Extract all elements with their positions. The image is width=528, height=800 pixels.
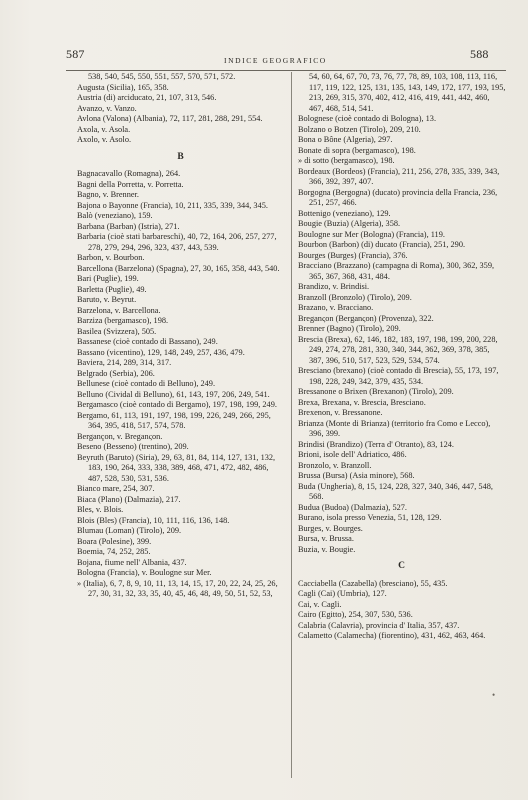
section-letter: B	[177, 151, 185, 162]
margin-mark: •	[492, 690, 496, 700]
index-entry: Boemia, 74, 252, 285.	[77, 547, 151, 556]
index-entry: Bourges (Burges) (Francia), 376.	[298, 250, 408, 260]
index-entry: Cacciabella (Cazabella) (bresciano), 55, 435.	[298, 578, 448, 588]
index-entry: Beseno (Besseno) (trentino), 209.	[77, 442, 189, 451]
index-entry: Brioni, isole dell' Adriatico, 486.	[298, 450, 407, 459]
index-entry: Brianza (Monte di Brianza) (territorio fra Como e Lecco), 396, 399.	[298, 418, 491, 438]
index-entry: Beyruth (Baruto) (Siria), 29, 63, 81, 84, 114, 127, 131, 132, 183, 190, 264, 333, 338, 389, 468, 471, 472, 482, 486, 487, 528, 530, 531, 536.	[77, 452, 276, 483]
index-entry: Barletta (Puglie), 49.	[77, 284, 147, 294]
index-entry: Avanzo, v. Vanzo.	[77, 103, 137, 113]
index-entry: Brescia (Brexa), 62, 146, 182, 183, 197, 198, 199, 200, 228, 249, 274, 278, 281, 330, 340, 344, 362, 369, 378, 385, 387, 396, 510, 517, 523, 529, 534, 574.	[298, 334, 498, 365]
index-entry: Barbaria (cioè stati barbareschi), 40, 72, 164, 206, 257, 277, 278, 279, 294, 296, 323, 437, 443, 539.	[77, 232, 277, 252]
index-entry: Brexenon, v. Bressanone.	[298, 408, 383, 417]
index-entry: Barzelona, v. Barcellona.	[77, 305, 161, 315]
index-entry: Bari (Puglie), 199.	[77, 274, 139, 283]
index-entry: Bologna (Francia), v. Boulogne sur Mer.	[77, 568, 212, 577]
index-entry: Bottenigo (veneziano), 129.	[298, 208, 391, 218]
index-entry: Austria (di) arciducato, 21, 107, 313, 546.	[77, 93, 217, 102]
left-column	[77, 72, 285, 600]
index-entry: Bonate di sopra (bergamasco), 198.	[298, 145, 416, 155]
index-entry: Cairo (Egitto), 254, 307, 530, 536.	[298, 610, 413, 619]
page-number-right: 588	[470, 47, 489, 61]
index-entry: Calametto (Calamecha) (fiorentino), 431, 462, 463, 464.	[298, 631, 486, 640]
index-entry: Bougie (Buzia) (Algeria), 358.	[298, 219, 401, 228]
section-letter: C	[398, 561, 406, 571]
index-entry: Axolo, v. Asolo.	[77, 135, 132, 144]
index-entry: Burano, isola presso Venezia, 51, 128, 129.	[298, 513, 442, 522]
index-entry: Brenner (Bagno) (Tirolo), 209.	[298, 324, 401, 333]
index-entry: Cagli (Cai) (Umbria), 127.	[298, 589, 387, 598]
index-entry: Bajona o Bayonne (Francia), 10, 211, 335, 339, 344, 345.	[77, 200, 268, 210]
index-entry: Barbana (Barban) (Istria), 271.	[77, 221, 180, 231]
index-entry: Brandizo, v. Brindisi.	[298, 282, 370, 291]
index-entry: Boulogne sur Mer (Bologna) (Francia), 119.	[298, 229, 445, 239]
index-entry: Brindisi (Brandizo) (Terra d' Otranto), 83, 124.	[298, 439, 454, 449]
index-entry: Barbon, v. Bourbon.	[77, 253, 145, 262]
index-entry: Bergamasco (cioè contado di Bergamo), 197, 198, 199, 249.	[77, 400, 277, 409]
index-entry: Buda (Ungheria), 8, 15, 124, 228, 327, 340, 346, 447, 548, 568.	[298, 481, 493, 501]
index-entry: Bolognese (cioè contado di Bologna), 13.	[298, 114, 437, 123]
index-entry: Bellunese (cioè contado di Belluno), 249.	[77, 379, 216, 388]
index-entry: Bressanone o Brixen (Brexanon) (Tirolo), 209.	[298, 387, 454, 396]
index-entry: Brazano, v. Bracciano.	[298, 303, 374, 312]
index-entry: Bourbon (Barbon) (di) ducato (Francia), 251, 290.	[298, 240, 466, 249]
index-entry: Buzia, v. Bougie.	[298, 544, 356, 554]
index-entry: Bergançon, v. Breganςon.	[77, 431, 163, 441]
index-entry: Branzoll (Bronzolo) (Tirolo), 209.	[298, 292, 412, 302]
index-entry: 54, 60, 64, 67, 70, 73, 76, 77, 78, 89, 103, 108, 113, 116, 117, 119, 122, 125, 131, 135, 143, 149, 172, 177, 193, 195, 213, 269, 315, 370, 402, 412, 416, 419, 441, 442, 460, 467, 468, 514, 541.	[309, 72, 506, 113]
column-divider	[291, 72, 292, 778]
index-entry: Bles, v. Blois.	[77, 505, 124, 514]
index-entry: Blumau (Loman) (Tirolo), 209.	[77, 526, 182, 535]
index-entry: » (Italia), 6, 7, 8, 9, 10, 11, 13, 14, 15, 17, 20, 22, 24, 25, 26, 27, 30, 31, 32, 33, 35, 40, 45, 46, 48, 49, 50, 51, 52, 53,	[77, 578, 278, 598]
index-entry: Bianco mare, 254, 307.	[77, 484, 155, 493]
index-entry: Budua (Budoa) (Dalmazia), 527.	[298, 502, 407, 512]
index-entry: Bresciano (brexano) (cioè contado di Brescia), 55, 173, 197, 198, 228, 249, 342, 379, 435, 534.	[298, 366, 499, 386]
index-entry: Bagno, v. Brenner.	[77, 190, 139, 199]
index-entry: Avlona (Valona) (Albania), 72, 117, 281, 288, 291, 554.	[77, 114, 263, 123]
index-entry: Bassano (vicentino), 129, 148, 249, 257, 436, 479.	[77, 347, 245, 357]
right-column	[298, 72, 506, 642]
index-entry: Bagnacavallo (Romagna), 264.	[77, 169, 181, 178]
index-entry: Barcellona (Barzelona) (Spagna), 27, 30, 165, 358, 443, 540.	[77, 263, 280, 273]
index-entry: Bassanese (cioè contado di Bassano), 249.	[77, 337, 218, 346]
index-entry: Cai, v. Cagli.	[298, 599, 342, 609]
index-entry: Bracciano (Brazzano) (campagna di Roma), 300, 362, 359, 365, 367, 368, 431, 484.	[298, 261, 495, 281]
index-entry: Brexa, Brexana, v. Brescia, Bresciano.	[298, 397, 426, 407]
index-entry: Bronzolo, v. Branzoll.	[298, 460, 372, 470]
index-entry: Boara (Polesine), 399.	[77, 536, 152, 546]
index-entry: Bojana, fiume nell' Albania, 437.	[77, 557, 187, 567]
page-number-left: 587	[66, 47, 85, 61]
running-head: INDICE GEOGRAFICO	[224, 56, 327, 65]
index-entry: Barziza (bergamasco), 198.	[77, 316, 169, 325]
index-entry: Belgrado (Serbia), 206.	[77, 368, 155, 378]
index-entry: Axola, v. Asola.	[77, 124, 131, 134]
index-entry: Augusta (Sicilia), 165, 358.	[77, 82, 169, 92]
index-entry: Basilea (Svizzera), 505.	[77, 326, 157, 336]
index-entry: Bordeaux (Bordeos) (Francia), 211, 256, 278, 335, 339, 343, 366, 392, 397, 407.	[298, 166, 500, 186]
index-entry: Baruto, v. Beyrut.	[77, 295, 137, 304]
index-entry: Bolzano o Botzen (Tirolo), 209, 210.	[298, 124, 421, 134]
index-entry: Breganςon (Berganςon) (Provenza), 322.	[298, 313, 434, 323]
index-entry: Bergamo, 61, 113, 191, 197, 198, 199, 226, 249, 266, 295, 364, 395, 418, 517, 574, 578.	[77, 410, 271, 430]
index-entry: Bursa, v. Brussa.	[298, 534, 354, 543]
index-entry: » di sotto (bergamasco), 198.	[298, 156, 395, 165]
index-entry: Bagni della Porretta, v. Porretta.	[77, 179, 184, 189]
index-entry: Baviera, 214, 289, 314, 317.	[77, 358, 172, 367]
header-rule	[66, 70, 506, 71]
index-entry: Balò (veneziano), 159.	[77, 211, 153, 220]
index-entry: Belluno (Cividal di Belluno), 61, 143, 197, 206, 249, 541.	[77, 389, 270, 399]
index-entry: Borgogna (Bergogna) (ducato) provincia della Francia, 236, 251, 257, 466.	[298, 187, 498, 207]
index-entry: Burges, v. Bourges.	[298, 523, 363, 533]
index-entry: Blois (Bles) (Francia), 10, 111, 116, 136, 148.	[77, 515, 230, 525]
index-entry: 538, 540, 545, 550, 551, 557, 570, 571, 572.	[88, 72, 236, 81]
index-entry: Calabria (Calavria), provincia d' Italia, 357, 437.	[298, 620, 460, 630]
index-entry: Biaca (Plano) (Dalmazia), 217.	[77, 494, 181, 504]
index-entry: Bona o Bône (Algeria), 297.	[298, 135, 393, 144]
index-entry: Brussa (Bursa) (Asia minore), 568.	[298, 471, 415, 480]
